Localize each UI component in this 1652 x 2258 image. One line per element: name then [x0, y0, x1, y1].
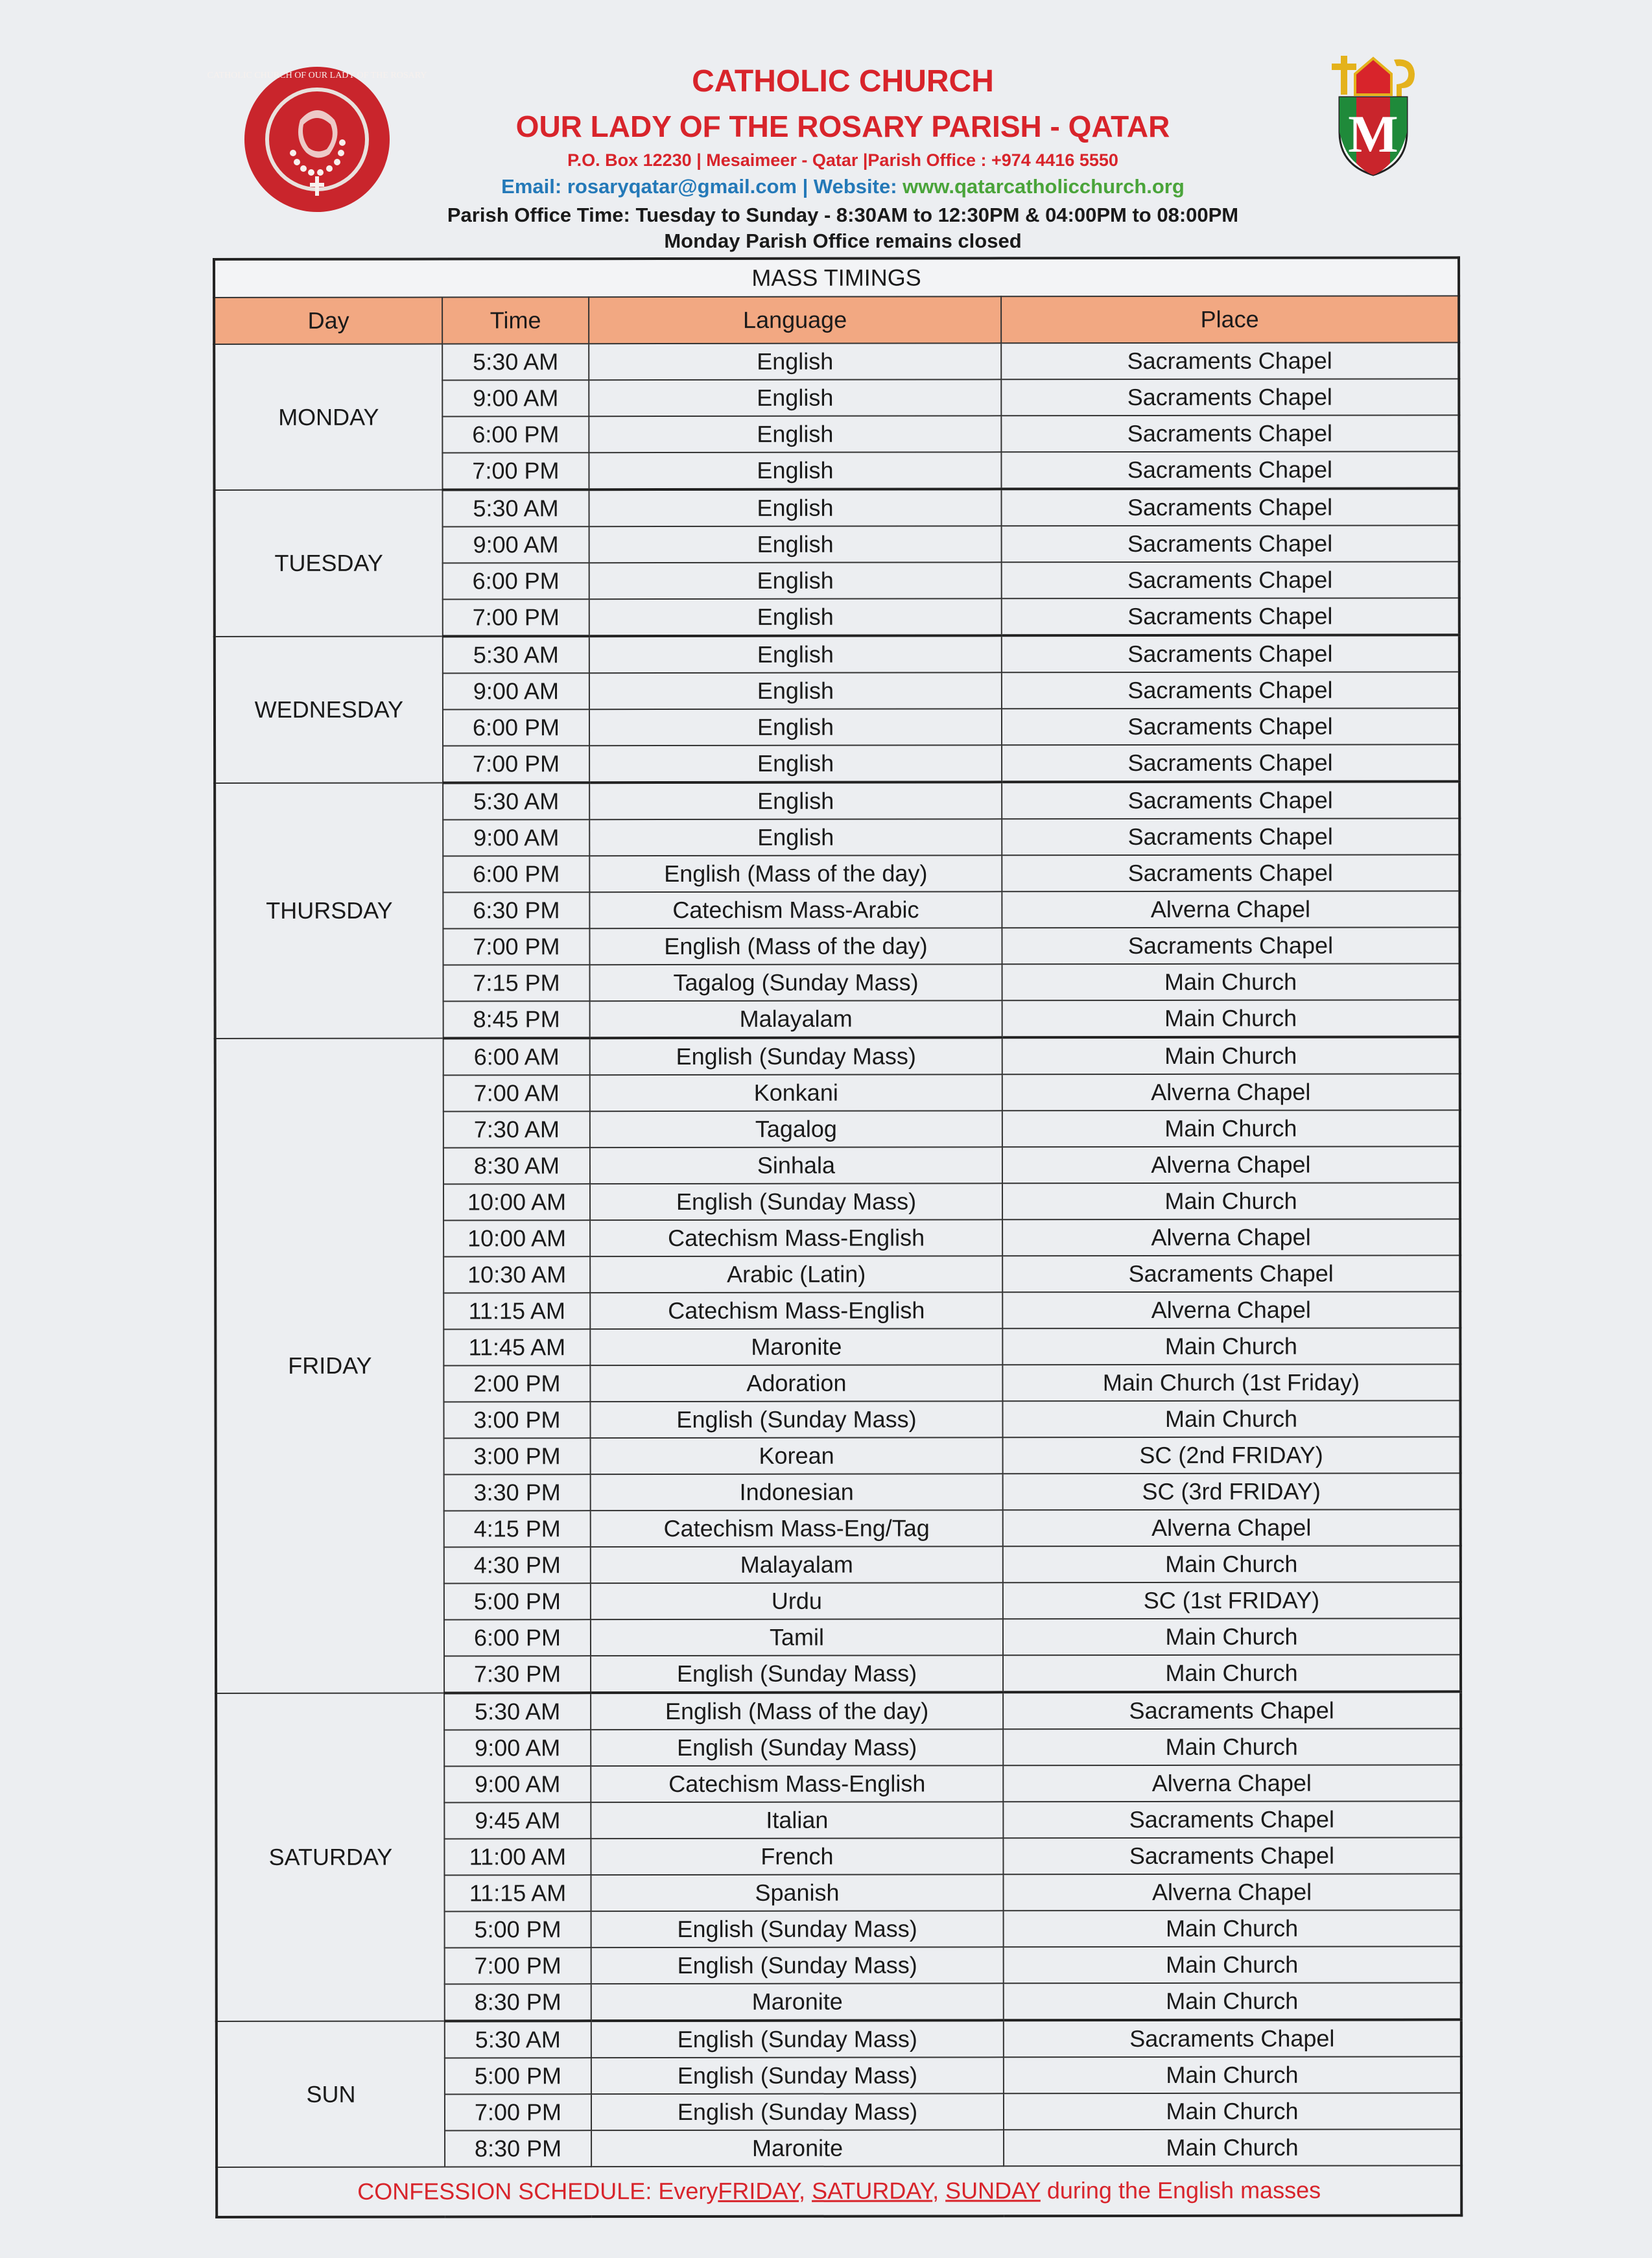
language-cell: English (Sunday Mass)	[590, 1183, 1002, 1220]
language-cell: Urdu	[591, 1582, 1003, 1619]
time-cell: 5:00 PM	[445, 1911, 591, 1947]
place-cell: Alverna Chapel	[1003, 1509, 1461, 1546]
day-cell: WEDNESDAY	[215, 637, 443, 783]
time-cell: 7:00 AM	[443, 1075, 590, 1111]
email-label: Email:	[501, 175, 562, 198]
mass-timings-table	[213, 256, 1463, 2218]
language-cell: Konkani	[590, 1074, 1002, 1111]
table-row	[215, 1037, 1460, 1076]
confession-day-saturday: SATURDAY	[812, 2177, 933, 2204]
table-row	[217, 2019, 1461, 2058]
time-cell: 7:00 PM	[443, 928, 589, 965]
language-cell: Catechism Mass-Arabic	[589, 891, 1002, 928]
place-cell: Alverna Chapel	[1002, 1074, 1460, 1111]
table-row	[215, 635, 1459, 674]
language-cell: Italian	[591, 1802, 1003, 1839]
time-cell: 6:00 PM	[443, 563, 589, 599]
place-cell: Main Church	[1004, 2056, 1461, 2093]
language-cell: English	[589, 379, 1001, 416]
language-cell: English	[589, 819, 1002, 856]
language-cell: Tagalog	[590, 1111, 1002, 1147]
place-cell: Main Church	[1004, 1946, 1461, 1983]
place-cell: Sacraments Chapel	[1002, 854, 1459, 891]
table-row	[214, 342, 1459, 381]
language-cell: English (Sunday Mass)	[591, 1729, 1003, 1766]
place-cell: Sacraments Chapel	[1003, 1691, 1461, 1729]
column-header-place: Place	[1001, 296, 1459, 343]
contact-line	[195, 175, 1491, 198]
schedule-body	[214, 342, 1461, 2217]
time-cell: 4:15 PM	[444, 1511, 591, 1547]
place-cell: Main Church (1st Friday)	[1002, 1364, 1460, 1401]
time-cell: 9:00 AM	[444, 1766, 591, 1802]
time-cell: 5:30 AM	[444, 1693, 591, 1730]
time-cell: 7:15 PM	[443, 965, 590, 1001]
time-cell: 10:00 AM	[443, 1184, 590, 1220]
time-cell: 9:00 AM	[444, 1730, 591, 1766]
place-cell: SC (2nd FRIDAY)	[1003, 1437, 1461, 1474]
place-cell: Main Church	[1002, 1110, 1460, 1147]
place-cell: Main Church	[1004, 1982, 1461, 2020]
time-cell: 7:00 PM	[442, 453, 589, 489]
time-cell: 4:30 PM	[444, 1547, 591, 1583]
place-cell: Sacraments Chapel	[1002, 927, 1459, 964]
time-cell: 9:00 AM	[443, 673, 589, 709]
place-cell: Sacraments Chapel	[1004, 2019, 1461, 2057]
language-cell: Sinhala	[590, 1147, 1002, 1184]
language-cell: Indonesian	[591, 1474, 1003, 1511]
language-cell: Korean	[591, 1437, 1003, 1474]
time-cell: 3:00 PM	[443, 1402, 590, 1438]
language-cell: Catechism Mass-English	[590, 1219, 1002, 1256]
place-cell: Main Church	[1002, 1400, 1460, 1437]
time-cell: 8:30 PM	[445, 1984, 591, 2021]
monday-closed-note: Monday Parish Office remains closed	[664, 229, 1022, 252]
table-row	[214, 488, 1459, 527]
place-cell: Alverna Chapel	[1002, 1291, 1460, 1328]
place-cell: Sacraments Chapel	[1003, 1837, 1461, 1874]
language-cell: Maronite	[591, 2130, 1004, 2167]
logo-ring-text: CATHOLIC CHURCH OF OUR LADY OF THE ROSARY	[207, 71, 427, 80]
time-cell: 7:30 PM	[444, 1656, 591, 1693]
place-cell: Alverna Chapel	[1002, 1219, 1460, 1256]
language-cell: Tagalog (Sunday Mass)	[590, 964, 1002, 1001]
place-cell: Main Church	[1003, 1618, 1461, 1655]
time-cell: 6:00 PM	[443, 856, 589, 892]
language-cell: English	[589, 489, 1001, 526]
time-cell: 11:00 AM	[444, 1839, 591, 1875]
table-row	[215, 781, 1459, 820]
language-cell: Adoration	[590, 1365, 1002, 1402]
email-link[interactable]: rosaryqatar@gmail.com	[567, 175, 797, 198]
place-cell: Alverna Chapel	[1002, 891, 1459, 928]
place-cell: Main Church	[1004, 1910, 1461, 1947]
time-cell: 11:15 AM	[444, 1875, 591, 1911]
language-cell: Tamil	[591, 1619, 1003, 1656]
time-cell: 2:00 PM	[443, 1365, 590, 1402]
place-cell: Sacraments Chapel	[1002, 598, 1459, 635]
language-cell: English (Sunday Mass)	[590, 1401, 1002, 1438]
language-cell: English	[589, 635, 1002, 673]
day-cell: MONDAY	[214, 344, 442, 490]
place-cell: SC (3rd FRIDAY)	[1003, 1473, 1461, 1510]
place-cell: Sacraments Chapel	[1002, 1255, 1460, 1292]
place-cell: Main Church	[1003, 1654, 1461, 1692]
time-cell: 8:30 AM	[443, 1147, 590, 1184]
confession-suffix: during the English masses	[1046, 2176, 1321, 2204]
place-cell: Main Church	[1002, 1037, 1460, 1074]
language-cell: Maronite	[591, 1983, 1004, 2021]
day-cell: FRIDAY	[215, 1039, 444, 1693]
place-cell: Sacraments Chapel	[1001, 379, 1459, 416]
time-cell: 7:00 PM	[445, 1947, 591, 1984]
place-cell: Sacraments Chapel	[1002, 525, 1459, 562]
time-cell: 5:30 AM	[445, 2021, 591, 2058]
language-cell: Malayalam	[591, 1546, 1003, 1583]
website-label: Website:	[813, 175, 897, 198]
time-cell: 6:00 AM	[443, 1038, 590, 1075]
language-cell: English (Sunday Mass)	[591, 2093, 1004, 2130]
time-cell: 10:00 AM	[443, 1220, 590, 1256]
language-cell: English	[589, 745, 1002, 782]
time-cell: 5:30 AM	[443, 782, 589, 819]
place-cell: Sacraments Chapel	[1002, 781, 1459, 819]
place-cell: Main Church	[1004, 2093, 1461, 2130]
place-cell: Sacraments Chapel	[1003, 1801, 1461, 1838]
confession-schedule: CONFESSION SCHEDULE: EveryFRIDAY, SATURDAY, SUNDAY during the English masses	[217, 2165, 1461, 2217]
language-cell: Malayalam	[590, 1000, 1002, 1038]
crest-letter: M	[1348, 104, 1398, 163]
time-cell: 3:00 PM	[444, 1438, 591, 1474]
language-cell: English (Sunday Mass)	[591, 1655, 1003, 1693]
time-cell: 9:00 AM	[443, 526, 589, 563]
time-cell: 11:45 AM	[443, 1329, 590, 1365]
language-cell: Catechism Mass-English	[591, 1765, 1003, 1802]
time-cell: 5:00 PM	[444, 1583, 591, 1619]
language-cell: English	[589, 452, 1001, 489]
time-cell: 9:00 AM	[442, 380, 589, 416]
place-cell: Sacraments Chapel	[1002, 744, 1459, 782]
place-cell: Sacraments Chapel	[1001, 451, 1459, 489]
time-cell: 11:15 AM	[443, 1293, 590, 1329]
language-cell: English	[589, 343, 1001, 380]
language-cell: English	[589, 672, 1002, 709]
day-cell: SATURDAY	[216, 1693, 445, 2021]
place-cell: Alverna Chapel	[1003, 1874, 1461, 1911]
time-cell: 5:00 PM	[445, 2058, 591, 2094]
place-cell: Sacraments Chapel	[1002, 818, 1459, 855]
time-cell: 5:30 AM	[442, 489, 589, 526]
language-cell: English	[589, 598, 1002, 636]
language-cell: English (Mass of the day)	[589, 928, 1002, 965]
confession-day-friday: FRIDAY	[718, 2177, 799, 2204]
time-cell: 8:45 PM	[443, 1001, 590, 1038]
place-cell: Sacraments Chapel	[1001, 342, 1459, 379]
language-cell: English	[589, 782, 1002, 819]
time-cell: 10:30 AM	[443, 1256, 590, 1293]
time-cell: 6:00 PM	[444, 1619, 591, 1656]
time-cell: 5:30 AM	[442, 344, 589, 380]
confession-day-sunday: SUNDAY	[945, 2177, 1041, 2204]
language-cell: English (Sunday Mass)	[590, 1037, 1002, 1075]
place-cell: Alverna Chapel	[1003, 1765, 1461, 1802]
language-cell: Catechism Mass-Eng/Tag	[591, 1510, 1003, 1547]
language-cell: English	[589, 416, 1001, 453]
parish-name: OUR LADY OF THE ROSARY PARISH - QATAR	[515, 110, 1170, 143]
time-cell: 7:00 PM	[443, 599, 589, 636]
time-cell: 7:00 PM	[445, 2094, 591, 2130]
time-cell: 9:00 AM	[443, 819, 589, 856]
mass-timings-sheet	[213, 256, 1460, 2218]
language-cell: English (Mass of the day)	[591, 1692, 1003, 1730]
place-cell: Main Church	[1002, 963, 1460, 1000]
language-cell: English (Sunday Mass)	[591, 1947, 1004, 1984]
time-cell: 3:30 PM	[444, 1474, 591, 1511]
time-cell: 8:30 PM	[445, 2130, 591, 2167]
church-name: CATHOLIC CHURCH	[692, 64, 994, 99]
table-title: MASS TIMINGS	[214, 257, 1459, 298]
language-cell: Arabic (Latin)	[590, 1256, 1002, 1293]
place-cell: Main Church	[1002, 1182, 1460, 1219]
language-cell: English	[589, 526, 1002, 563]
place-cell: Main Church	[1003, 1546, 1461, 1582]
contact-separator: |	[802, 175, 808, 198]
time-cell: 9:45 AM	[444, 1802, 591, 1839]
place-cell: Main Church	[1002, 1328, 1460, 1365]
place-cell: Sacraments Chapel	[1002, 672, 1459, 709]
language-cell: English (Sunday Mass)	[591, 2020, 1004, 2058]
parish-address: P.O. Box 12230 | Mesaimeer - Qatar |Parish Office : +974 4416 5550	[567, 150, 1118, 170]
column-header-language: Language	[589, 296, 1001, 344]
language-cell: English	[589, 562, 1002, 599]
confession-prefix: CONFESSION SCHEDULE: Every	[357, 2177, 718, 2205]
office-hours: Parish Office Time: Tuesday to Sunday - 8:30AM to 12:30PM & 04:00PM to 08:00PM	[447, 204, 1239, 226]
column-header-time: Time	[442, 297, 589, 344]
place-cell: Sacraments Chapel	[1002, 561, 1459, 598]
place-cell: Sacraments Chapel	[1001, 488, 1459, 526]
column-header-day: Day	[214, 298, 442, 344]
language-cell: French	[591, 1838, 1003, 1875]
table-row	[216, 1691, 1461, 1730]
place-cell: Main Church	[1004, 2129, 1461, 2166]
time-cell: 7:30 AM	[443, 1111, 590, 1147]
language-cell: English	[589, 709, 1002, 746]
place-cell: Alverna Chapel	[1002, 1146, 1460, 1183]
place-cell: Sacraments Chapel	[1002, 635, 1459, 672]
language-cell: English (Mass of the day)	[589, 855, 1002, 892]
language-cell: Catechism Mass-English	[590, 1292, 1002, 1329]
time-cell: 7:00 PM	[443, 746, 589, 782]
place-cell: Sacraments Chapel	[1001, 415, 1459, 452]
place-cell: Main Church	[1002, 1000, 1460, 1037]
place-cell: SC (1st FRIDAY)	[1003, 1582, 1461, 1619]
place-cell: Main Church	[1003, 1728, 1461, 1765]
language-cell: Maronite	[590, 1328, 1002, 1365]
website-link[interactable]: www.qatarcatholicchurch.org	[903, 175, 1185, 198]
day-cell: THURSDAY	[215, 783, 443, 1039]
time-cell: 6:00 PM	[442, 416, 589, 453]
time-cell: 6:30 PM	[443, 892, 589, 928]
time-cell: 5:30 AM	[443, 636, 589, 673]
time-cell: 6:00 PM	[443, 709, 589, 746]
language-cell: Spanish	[591, 1874, 1003, 1911]
place-cell: Sacraments Chapel	[1002, 708, 1459, 745]
day-cell: SUN	[217, 2021, 445, 2167]
day-cell: TUESDAY	[214, 490, 442, 637]
language-cell: English (Sunday Mass)	[591, 2057, 1004, 2094]
language-cell: English (Sunday Mass)	[591, 1911, 1004, 1947]
